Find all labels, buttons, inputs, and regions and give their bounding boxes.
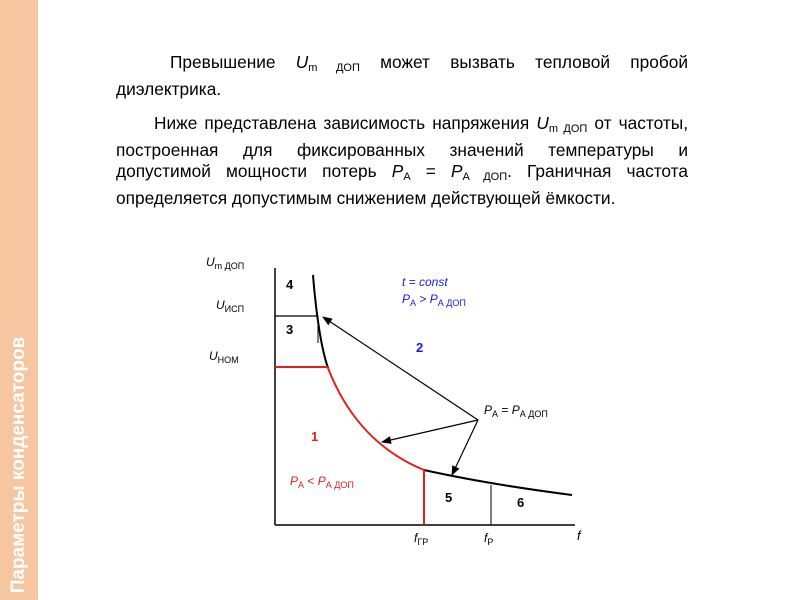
p2-var2: P: [391, 161, 404, 181]
cond-lt-op: <: [304, 474, 318, 488]
p2-text-c: . Граничная частота определяется допустимым снижением действующей ёмкости.: [116, 161, 688, 208]
p1-text-b: может вызвать тепловой пробой диэлектрика.: [116, 52, 688, 99]
p2-text-a: Ниже представлена зависимость напряжения: [154, 113, 537, 133]
cond-p-equal: [484, 403, 548, 419]
p2-var1: U: [536, 113, 549, 133]
p2-var2-sub: А: [403, 171, 411, 183]
cond-eq-b-sub: А ДОП: [519, 409, 548, 419]
cond-eq-a: P: [484, 403, 493, 417]
p2-var1-sub: m ДОП: [548, 123, 588, 135]
cond-eq-op: =: [498, 403, 512, 417]
p1-text-a: Превышение: [170, 52, 296, 72]
cond-gt-op: >: [416, 292, 430, 306]
p2-var3-sub: А ДОП: [462, 171, 508, 183]
u-isp-label: [216, 298, 244, 314]
f-r-main: f: [484, 531, 488, 545]
u-nom-label: [209, 349, 239, 365]
region-1-label: 1: [311, 429, 319, 444]
cond-gt-a-sub: А: [410, 298, 417, 308]
curve-upper: [313, 275, 328, 368]
y-axis-label-main: U: [206, 255, 215, 269]
u-isp-main: U: [216, 298, 225, 312]
p2-eq: =: [410, 161, 451, 181]
cond-eq-b: P: [511, 403, 520, 417]
arrow-middle: [382, 420, 478, 442]
arrow-lower: [452, 420, 478, 475]
cond-p-less: [290, 474, 354, 490]
u-isp-sub: ИСП: [224, 304, 245, 314]
cond-gt-b-sub: А ДОП: [437, 298, 466, 308]
region-3-label: 3: [286, 322, 294, 337]
u-nom-main: U: [209, 349, 218, 363]
cond-p-greater: [402, 292, 466, 308]
cond-eq-a-sub: А: [492, 409, 499, 419]
region-6-label: 6: [517, 495, 525, 510]
u-nom-sub: НОМ: [217, 355, 239, 365]
cond-lt-b-sub: А ДОП: [325, 480, 354, 490]
curve-red: [328, 368, 424, 470]
cond-lt-a: P: [290, 474, 299, 488]
sidebar-title: Параметры конденсаторов: [8, 336, 29, 594]
p1-var-sub: m ДОП: [308, 62, 360, 74]
p2-text-b: от частоты, построенная для фиксированных значений температуры и допустимой мощности потерь: [116, 113, 689, 181]
y-axis-label-sub: m ДОП: [214, 261, 245, 271]
region-2-label: 2: [416, 340, 424, 355]
f-gr-sub: ГР: [417, 537, 429, 547]
p2-var3: P: [450, 161, 463, 181]
f-r-sub: Р: [487, 537, 494, 547]
cond-lt-a-sub: А: [298, 480, 305, 490]
region-4-label: 4: [286, 277, 294, 292]
region-5-label: 5: [445, 490, 453, 505]
cond-t-const: t = const: [402, 275, 448, 289]
x-axis-label: [577, 528, 581, 543]
f-r-label: [484, 531, 493, 547]
f-gr-label: [414, 531, 428, 547]
cond-gt-b: P: [429, 292, 438, 306]
p1-var: U: [295, 52, 309, 72]
f-gr-main: f: [414, 531, 418, 545]
x-axis-label-text: f: [577, 528, 581, 543]
y-axis-label: [206, 255, 244, 271]
cond-gt-a: P: [402, 292, 411, 306]
cond-lt-b: P: [317, 474, 326, 488]
